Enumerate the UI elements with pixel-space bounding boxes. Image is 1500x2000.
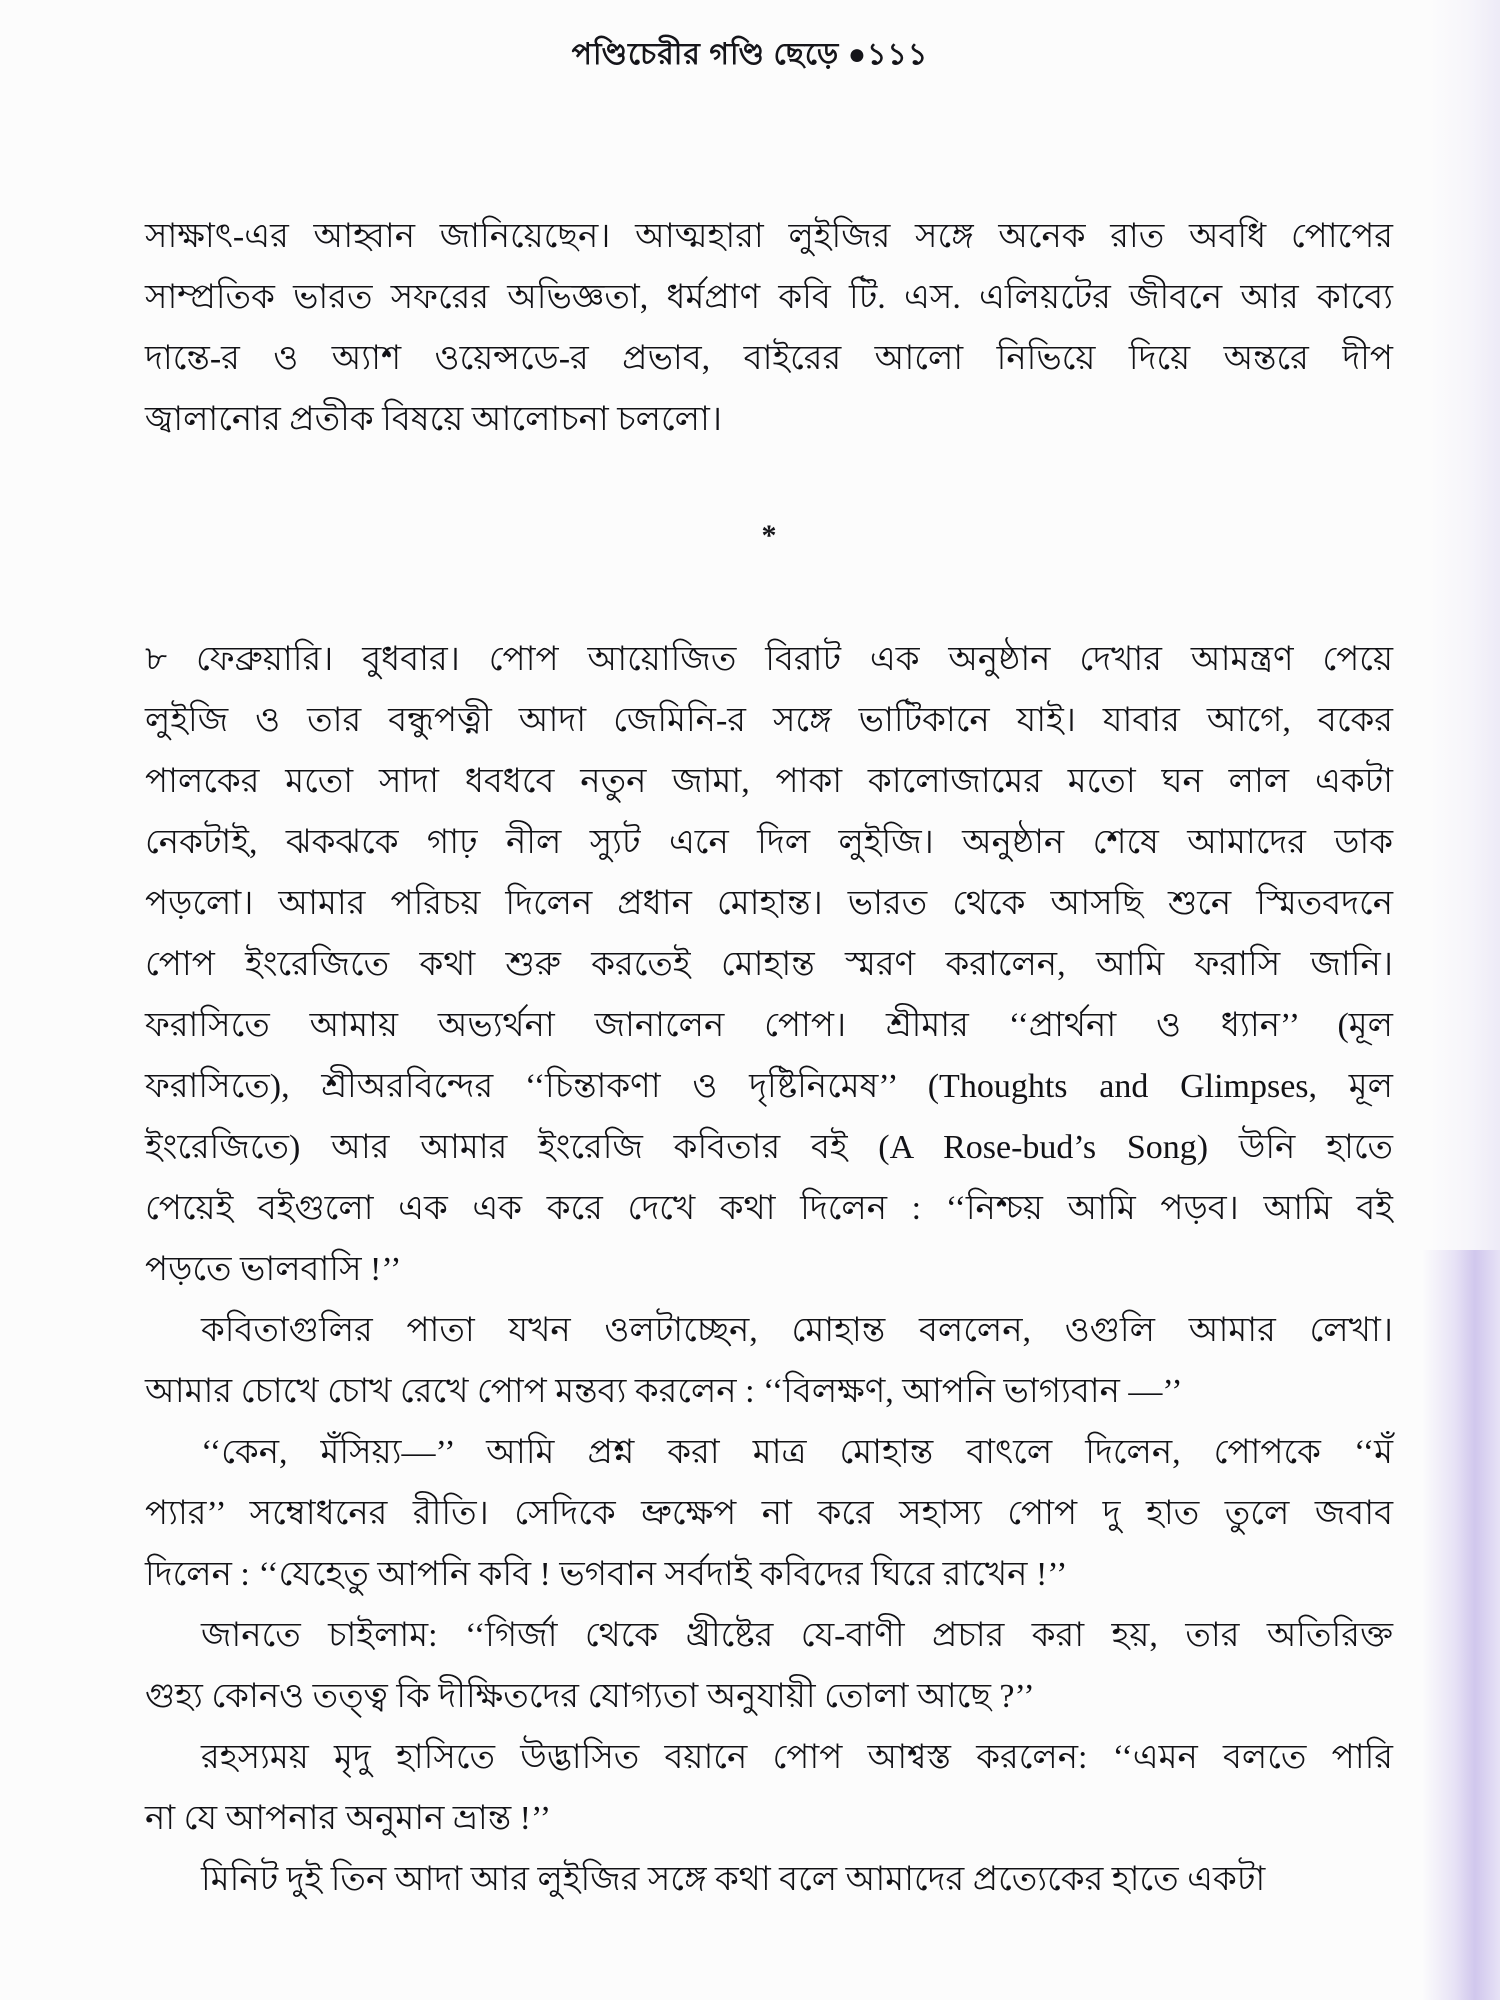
- text-line: আমার চোখে চোখ রেখে পোপ মন্তব্য করলেন : ‘‘বিলক্ষণ, আপনি ভাগ্যবান —’’: [145, 1373, 1183, 1410]
- text-line: পালকের মতো সাদা ধবধবে নতুন জামা, পাকা কালোজামের মতো ঘন লাল একটা: [145, 763, 1393, 800]
- text-line: ইংরেজিতে) আর আমার ইংরেজি কবিতার বই (A Rose-bud’s Song) উনি হাতে: [145, 1129, 1393, 1166]
- page-edge-tint-top: [1428, 0, 1500, 1250]
- text-line: জানতে চাইলাম: ‘‘গির্জা থেকে খ্রীষ্টের যে-বাণী প্রচার করা হয়, তার অতিরিক্ত: [201, 1617, 1393, 1654]
- paragraph-4: [145, 1422, 1393, 1605]
- page-body: [145, 206, 1393, 1910]
- section-separator-asterisk: *: [761, 519, 777, 552]
- text-line: রহস্যময় মৃদু হাসিতে উদ্ভাসিত বয়ানে পোপ আশ্বস্ত করলেন: ‘‘এমন বলতে পারি: [201, 1739, 1393, 1776]
- text-line: কবিতাগুলির পাতা যখন ওলটাচ্ছেন, মোহান্ত বললেন, ওগুলি আমার লেখা।: [201, 1312, 1393, 1349]
- text-line: দান্তে-র ও অ্যাশ ওয়েন্সডে-র প্রভাব, বাইরের আলো নিভিয়ে দিয়ে অন্তরে দীপ: [145, 340, 1393, 377]
- paragraph-1: [145, 206, 1393, 450]
- paragraph-7: [145, 1849, 1393, 1910]
- text-line: সাম্প্রতিক ভারত সফরের অভিজ্ঞতা, ধর্মপ্রাণ কবি টি. এস. এলিয়টের জীবনে আর কাব্যে: [145, 279, 1393, 316]
- paragraph-3: [145, 1300, 1393, 1422]
- text-line: ফরাসিতে), শ্রীঅরবিন্দের ‘‘চিন্তাকণা ও দৃষ্টিনিমেষ’’ (Thoughts and Glimpses, মূল: [145, 1068, 1393, 1105]
- text-line: পেয়েই বইগুলো এক এক করে দেখে কথা দিলেন : ‘‘নিশ্চয় আমি পড়ব। আমি বই: [145, 1190, 1393, 1227]
- page-edge-tint-bottom: [1422, 1250, 1500, 2000]
- paragraph-6: [145, 1727, 1393, 1849]
- text-line: সাক্ষাৎ-এর আহ্বান জানিয়েছেন। আত্মহারা লুইজির সঙ্গে অনেক রাত অবধি পোপের: [145, 218, 1393, 255]
- running-header: পণ্ডিচেরীর গণ্ডি ছেড়ে ●১১১: [571, 38, 929, 71]
- text-line: ফরাসিতে আমায় অভ্যর্থনা জানালেন পোপ। শ্রীমার ‘‘প্রার্থনা ও ধ্যান’’ (মূল: [145, 1007, 1393, 1044]
- text-line: ‘‘কেন, মঁসিয়্য—’’ আমি প্রশ্ন করা মাত্র মোহান্ত বাৎলে দিলেন, পোপকে ‘‘মঁ: [201, 1434, 1393, 1471]
- text-line: মিনিট দুই তিন আদা আর লুইজির সঙ্গে কথা বলে আমাদের প্রত্যেকের হাতে একটা: [201, 1861, 1266, 1898]
- paragraph-5: [145, 1605, 1393, 1727]
- text-line: পড়তে ভালবাসি !’’: [145, 1251, 402, 1288]
- text-line: পোপ ইংরেজিতে কথা শুরু করতেই মোহান্ত স্মরণ করালেন, আমি ফরাসি জানি।: [145, 946, 1393, 983]
- text-line: গুহ্য কোনও তত্ত্ব কি দীক্ষিতদের যোগ্যতা অনুযায়ী তোলা আছে ?’’: [145, 1678, 1035, 1715]
- text-line: নেকটাই, ঝকঝকে গাঢ় নীল স্যুট এনে দিল লুইজি। অনুষ্ঠান শেষে আমাদের ডাক: [145, 824, 1393, 861]
- text-line: ৮ ফেব্রুয়ারি। বুধবার। পোপ আয়োজিত বিরাট এক অনুষ্ঠান দেখার আমন্ত্রণ পেয়ে: [145, 641, 1393, 678]
- text-line: প্যার’’ সম্বোধনের রীতি। সেদিকে ভ্রুক্ষেপ না করে সহাস্য পোপ দু হাত তুলে জবাব: [145, 1495, 1393, 1532]
- text-line: না যে আপনার অনুমান ভ্রান্ত !’’: [145, 1800, 552, 1837]
- text-line: পড়লো। আমার পরিচয় দিলেন প্রধান মোহান্ত। ভারত থেকে আসছি শুনে স্মিতবদনে: [145, 885, 1393, 922]
- text-line: জ্বালানোর প্রতীক বিষয়ে আলোচনা চললো।: [145, 401, 722, 438]
- text-line: দিলেন : ‘‘যেহেতু আপনি কবি ! ভগবান সর্বদাই কবিদের ঘিরে রাখেন !’’: [145, 1556, 1068, 1593]
- text-line: লুইজি ও তার বন্ধুপত্নী আদা জেমিনি-র সঙ্গে ভাটিকানে যাই। যাবার আগে, বকের: [145, 702, 1393, 739]
- paragraph-2: [145, 629, 1393, 1300]
